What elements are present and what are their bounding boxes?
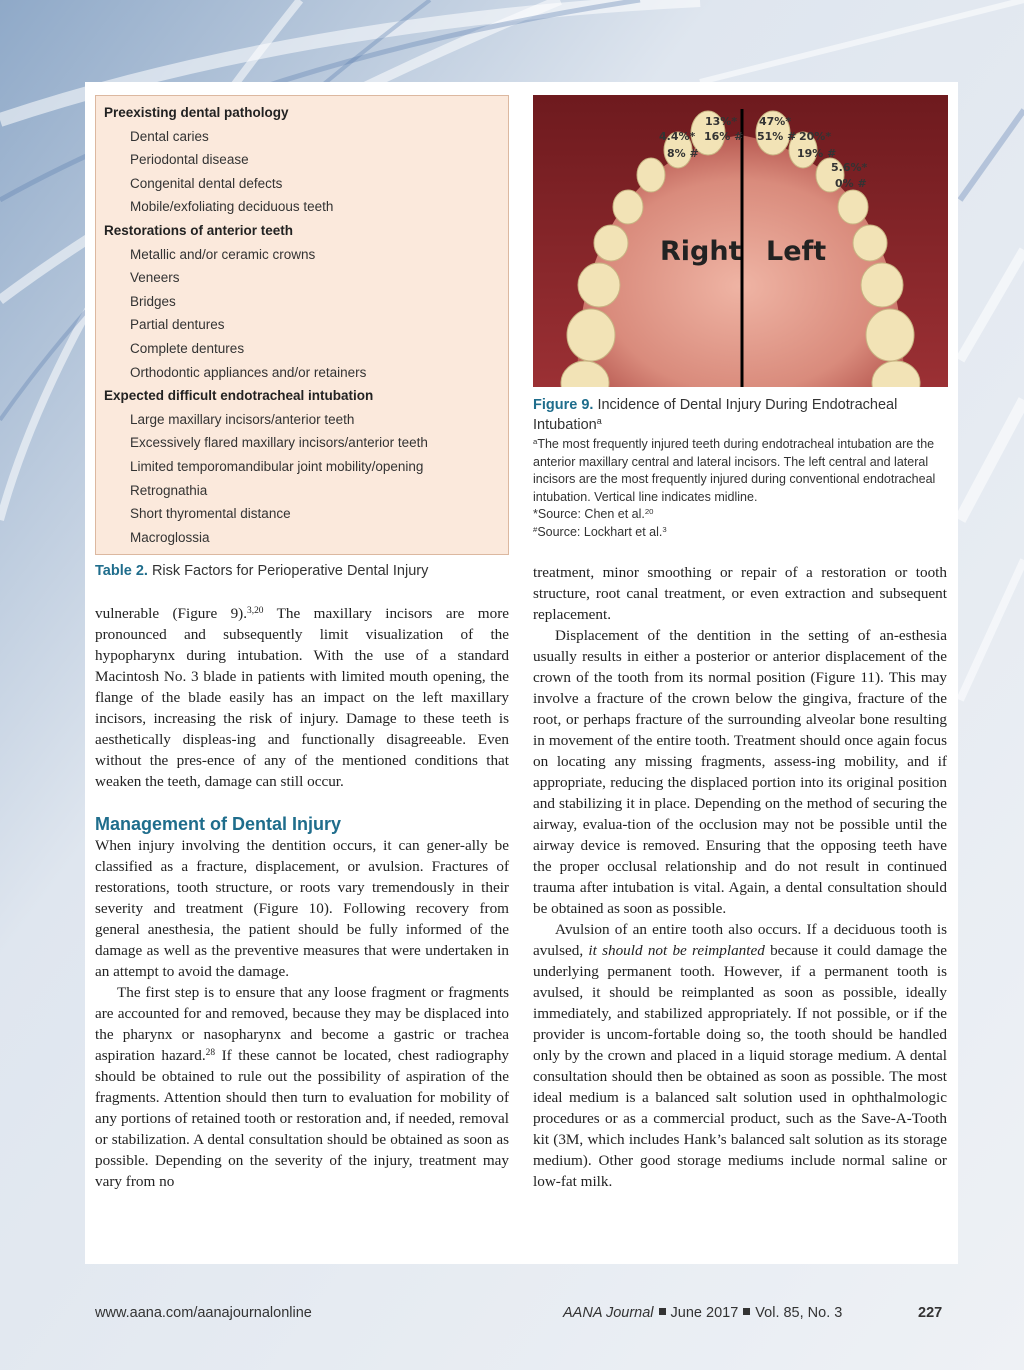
text-run: If these cannot be located, chest radiography should be obtained to rule out the possibility of aspiration of the fragments. Attention should then turn to evaluation for mobility of any portions of retained tooth or restoration and, if needed, removal or stabilization. A dental consultation should be obtained as soon as possible. Depending on the severity of the injury, treatment may vary from no (95, 1047, 510, 1190)
table-caption (95, 563, 428, 579)
volume: Vol. 85, No. 3 (755, 1305, 843, 1321)
label-r4: 8% # (667, 147, 699, 160)
table-row: Short thyromental distance (130, 506, 291, 522)
right-column (533, 562, 947, 1192)
text-run: The first step is to ensure that any loose fragment or fragments are accounted for and removed, because they may be displaced into the pharynx or nasopharynx and become a gastric or trachea aspiration hazard. (95, 984, 509, 1064)
table-row: Macroglossia (130, 529, 210, 545)
table-row: Metallic and/or ceramic crowns (130, 246, 316, 262)
table-row: Dental caries (130, 128, 209, 144)
figure-caption-title: Incidence of Dental Injury During Endotracheal Intubation (533, 397, 898, 433)
label-l5: 5.6%* (831, 161, 868, 174)
table-row: Bridges (130, 293, 176, 309)
figure-note-marker: a (533, 436, 538, 446)
table-row: Limited temporomandibular joint mobility/opening (130, 458, 424, 474)
separator-square-icon (659, 1308, 666, 1315)
table-group-heading: Restorations of anterior teeth (104, 222, 294, 238)
label-l6: 0% # (835, 177, 867, 190)
page-number: 227 (918, 1305, 943, 1321)
table-row: Orthodontic appliances and/or retainers (130, 364, 367, 380)
table-group-heading: Expected difficult endotracheal intubation (104, 388, 374, 404)
section-heading: Management of Dental Injury (95, 814, 342, 834)
table-group-heading: Preexisting dental pathology (104, 105, 289, 120)
label-r1: 13%* (705, 115, 738, 128)
label-left: Left (766, 236, 827, 267)
separator-square-icon (743, 1308, 750, 1315)
figure-caption-label: Figure 9. (533, 397, 594, 413)
citation: 28 (205, 1047, 216, 1058)
citation: 3,20 (247, 605, 264, 616)
dental-arch-photo (533, 95, 948, 387)
body-paragraph (95, 603, 509, 792)
table-caption-label: Table 2. (95, 563, 148, 579)
text-run: Avulsion of an entire tooth also occurs. If a deciduous tooth is avulsed, (533, 921, 947, 959)
left-column (95, 603, 509, 1192)
table-row: Large maxillary incisors/anterior teeth (130, 411, 355, 427)
text-run: because it could damage the underlying permanent tooth. However, if a permanent tooth is avulsed, it should be reimplanted as soon as possible, ideally immediately, and stabilized appropriately. If not possible, or if the provider is uncom-fortable doing so, the tooth should be handled only by the crown and placed in a liquid storage medium. A dental consultation should then be obtained as soon as possible. The most ideal medium is a balanced salt solution used in ophthalmologic procedures or as a commercial product, such as the Save-A-Tooth kit (3M, which includes Hank’s balanced salt solution as its storage medium). Other good storage mediums include normal saline or low-fat milk. (533, 942, 947, 1190)
label-l3: 20%* (799, 130, 832, 143)
body-paragraph: Displacement of the dentition in the setting of an-esthesia usually results in either a posterior or anterior displacement of the crown of the tooth from its normal position (Figure 11). This may involve a fracture of the crown below the gingiva, fracture of the root, or perhaps fracture of the surrounding alveolar bone resulting in movement of the entire tooth. Treatment should once again focus on locating any missing fragments, assess-ing mobility, and if appropriate, reducing the displaced portion into its original position and stabilizing it in place. Depending on the method of securing the airway, evalua-tion of the occlusion may not be possible until the airway device is removed. Ensuring that the opposing teeth have the proper occlusal relationship and do not result in continued trauma after intubation is vital. Again, a dental consultation should be obtained as soon as possible. (533, 627, 947, 917)
table-row: Complete dentures (130, 340, 245, 356)
footer-citation (563, 1305, 842, 1321)
label-r3: 16% # (704, 130, 744, 143)
figure-source-2-marker: # (533, 524, 538, 534)
table-row: Excessively flared maxillary incisors/anterior teeth (130, 435, 428, 451)
label-l2: 51% # (757, 130, 797, 143)
label-l4: 19% # (797, 147, 837, 160)
body-paragraph: treatment, minor smoothing or repair of a restoration or tooth structure, root canal treatment, or even extraction and subsequent replacement. (533, 564, 947, 623)
table-row: Partial dentures (130, 317, 225, 333)
table-caption-text: Risk Factors for Perioperative Dental Injury (151, 563, 429, 579)
figure-caption (533, 395, 953, 541)
label-l1: 47%* (759, 115, 792, 128)
figure-note: The most frequently injured teeth during endotracheal intubation are the anterior maxillary central and lateral incisors. The left central and lateral incisors are the most frequently injured during conventional endotracheal intubation. Vertical line indicates midline. (533, 437, 936, 504)
dental-arch-illustration (533, 95, 948, 387)
table-row: Mobile/exfoliating deciduous teeth (130, 199, 334, 215)
body-paragraph (533, 919, 947, 1192)
table-row: Congenital dental defects (130, 175, 283, 191)
emphasis: it should not be reimplanted (588, 942, 765, 959)
body-paragraph (95, 982, 509, 1192)
figure-source-2: Source: Lockhart et al. (537, 524, 663, 539)
risk-factor-table (95, 95, 509, 555)
table-row: Retrognathia (130, 482, 208, 498)
issue-date: June 2017 (670, 1305, 739, 1321)
footer-url[interactable]: www.aana.com/aanajournalonline (95, 1305, 312, 1321)
text-run: vulnerable (Figure 9). (95, 605, 248, 622)
journal-name: AANA Journal (563, 1305, 654, 1321)
text-run: The maxillary incisors are more pronounced and subsequently limit visualization of the hypopharynx during intubation. With the use of a standard Macintosh No. 3 blade in patients with limited mouth opening, the flange of the blade easily has an impact on the left maxillary incisors, increasing the risk of injury. Damage to these teeth is aesthetically displeas-ing and functionally disagreeable. Even without the pres-ence of any of the mentioned conditions that weaken the teeth, damage can still occur. (95, 605, 509, 790)
figure-source-2-ref: 3 (662, 524, 667, 534)
label-r2: 4.4%* (659, 130, 696, 143)
table-row: Periodontal disease (130, 152, 249, 168)
label-right: Right (660, 236, 742, 267)
body-paragraph: When injury involving the dentition occurs, it can gener-ally be classified as a fracture, displacement, or avulsion. Fractures of restorations, tooth structure, or roots vary tremendously in their severity and treatment (Figure 10). Following recovery from general anesthesia, the patient should be fully informed of the damage as well as the preventive measures that were undertaken in an attempt to avoid the damage. (95, 837, 509, 980)
figure-source-1: *Source: Chen et al. (533, 507, 645, 521)
figure-source-1-ref: 20 (644, 506, 654, 516)
figure-caption-footnote-mark: a (596, 416, 602, 427)
table-row: Veneers (130, 270, 180, 286)
